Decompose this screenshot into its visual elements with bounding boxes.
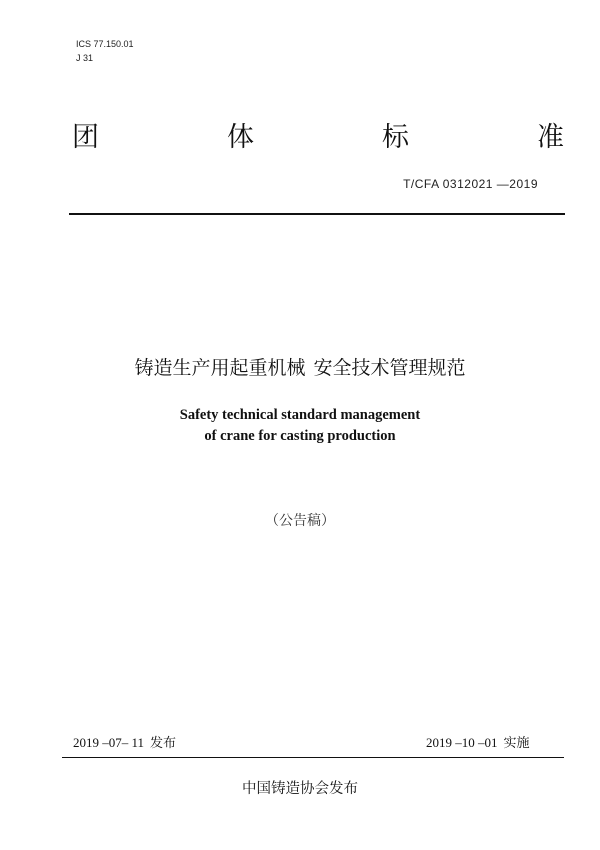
chinese-title [0,355,600,381]
standard-number: T/CFA 0312021 —2019 [403,177,538,191]
english-title-line2: of crane for casting production [204,428,396,444]
issue-date: 2019 –07– 11 [73,735,145,750]
publisher: 中国铸造协会发布 [242,781,358,797]
classification-codes [76,37,134,65]
chinese-title-part2: 安全技术管理规范 [313,357,466,379]
footer-divider [62,757,564,758]
english-title-line1: Safety technical standard management [179,407,421,423]
standard-type-char: 准 [537,122,564,153]
header-divider [69,213,565,215]
english-title [0,405,600,447]
standard-type-char: 团 [72,122,99,153]
implement-date-block [426,732,530,751]
ccs-code: J 31 [76,53,94,63]
standard-type-char: 标 [382,122,409,153]
standard-type-char: 体 [227,122,254,153]
implement-date: 2019 –10 –01 [426,735,498,750]
chinese-title-part1: 铸造生产用起重机械 [134,357,306,379]
ics-code: ICS 77.150.01 [76,39,134,49]
implement-label: 实施 [503,736,530,751]
standard-type-heading [72,120,564,156]
issue-label: 发布 [150,736,177,751]
issue-date-block [73,732,176,751]
draft-status: （公告稿） [265,513,335,529]
